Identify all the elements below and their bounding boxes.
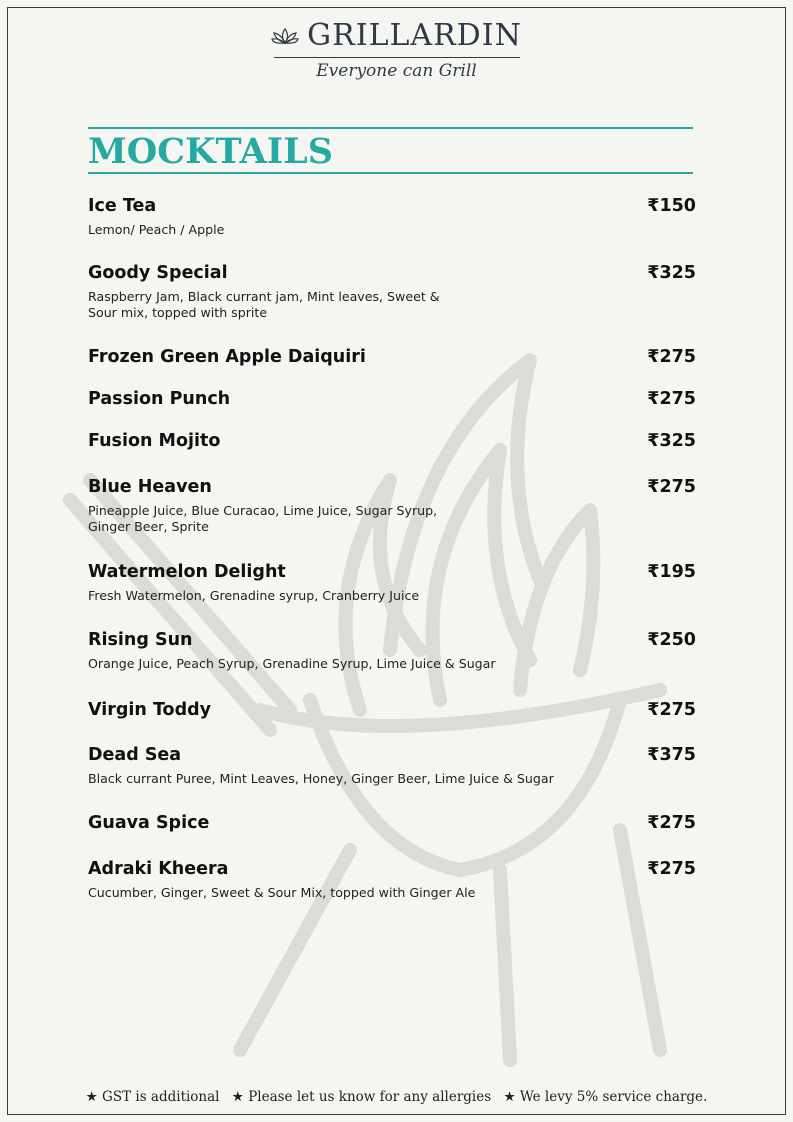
item-description: Fresh Watermelon, Grenadine syrup, Cranberry Juice (88, 588, 420, 603)
item-name: Watermelon Delight (88, 562, 286, 582)
title-rule-bottom (88, 172, 693, 174)
menu-item (88, 813, 696, 833)
tagline: Everyone can Grill (316, 61, 477, 81)
item-description: Cucumber, Ginger, Sweet & Sour Mix, topped with Ginger Ale (88, 885, 476, 900)
lotus-icon (271, 27, 299, 45)
item-price: ₹275 (647, 477, 696, 497)
menu-item (88, 431, 696, 451)
brand-row (0, 18, 793, 53)
item-name: Blue Heaven (88, 477, 212, 497)
footer-gst-note: ★ GST is additional (85, 1089, 220, 1105)
item-price: ₹250 (647, 630, 696, 650)
item-price: ₹275 (647, 347, 696, 367)
item-price: ₹325 (647, 431, 696, 451)
menu-item (88, 700, 696, 720)
item-name: Ice Tea (88, 196, 157, 216)
item-price: ₹275 (647, 859, 696, 879)
item-price: ₹325 (647, 263, 696, 283)
section-title: MOCKTAILS (88, 131, 334, 172)
menu-item (88, 347, 696, 367)
header (0, 18, 793, 81)
brand-divider (274, 57, 520, 58)
item-price: ₹375 (647, 745, 696, 765)
item-name: Frozen Green Apple Daiquiri (88, 347, 366, 367)
item-name: Goody Special (88, 263, 228, 283)
item-name: Passion Punch (88, 389, 231, 409)
item-name: Fusion Mojito (88, 431, 221, 451)
menu-item (88, 196, 696, 238)
item-price: ₹275 (647, 813, 696, 833)
item-name: Dead Sea (88, 745, 182, 765)
menu-item (88, 477, 696, 535)
menu-item (88, 263, 696, 321)
menu-item (88, 630, 696, 672)
menu-item (88, 389, 696, 409)
menu-item (88, 745, 696, 787)
footer-service-note: ★ We levy 5% service charge. (503, 1089, 708, 1105)
item-price: ₹195 (647, 562, 696, 582)
item-description: Lemon/ Peach / Apple (88, 222, 225, 237)
item-name: Guava Spice (88, 813, 210, 833)
item-description: Raspberry Jam, Black currant jam, Mint leaves, Sweet & Sour mix, topped with sprite (88, 289, 440, 320)
footer-notes (0, 1089, 793, 1105)
item-price: ₹150 (647, 196, 696, 216)
item-description: Black currant Puree, Mint Leaves, Honey, Ginger Beer, Lime Juice & Sugar (88, 771, 554, 786)
item-price: ₹275 (647, 389, 696, 409)
item-name: Adraki Kheera (88, 859, 229, 879)
footer-allergy-note: ★ Please let us know for any allergies (231, 1089, 492, 1105)
menu-item (88, 859, 696, 901)
item-name: Virgin Toddy (88, 700, 212, 720)
menu-item (88, 562, 696, 604)
item-description: Pineapple Juice, Blue Curacao, Lime Juice, Sugar Syrup, Ginger Beer, Sprite (88, 503, 438, 534)
item-name: Rising Sun (88, 630, 193, 650)
title-rule-top (88, 127, 693, 129)
brand-name: GRILLARDIN (307, 18, 522, 53)
item-description: Orange Juice, Peach Syrup, Grenadine Syrup, Lime Juice & Sugar (88, 656, 496, 671)
item-price: ₹275 (647, 700, 696, 720)
